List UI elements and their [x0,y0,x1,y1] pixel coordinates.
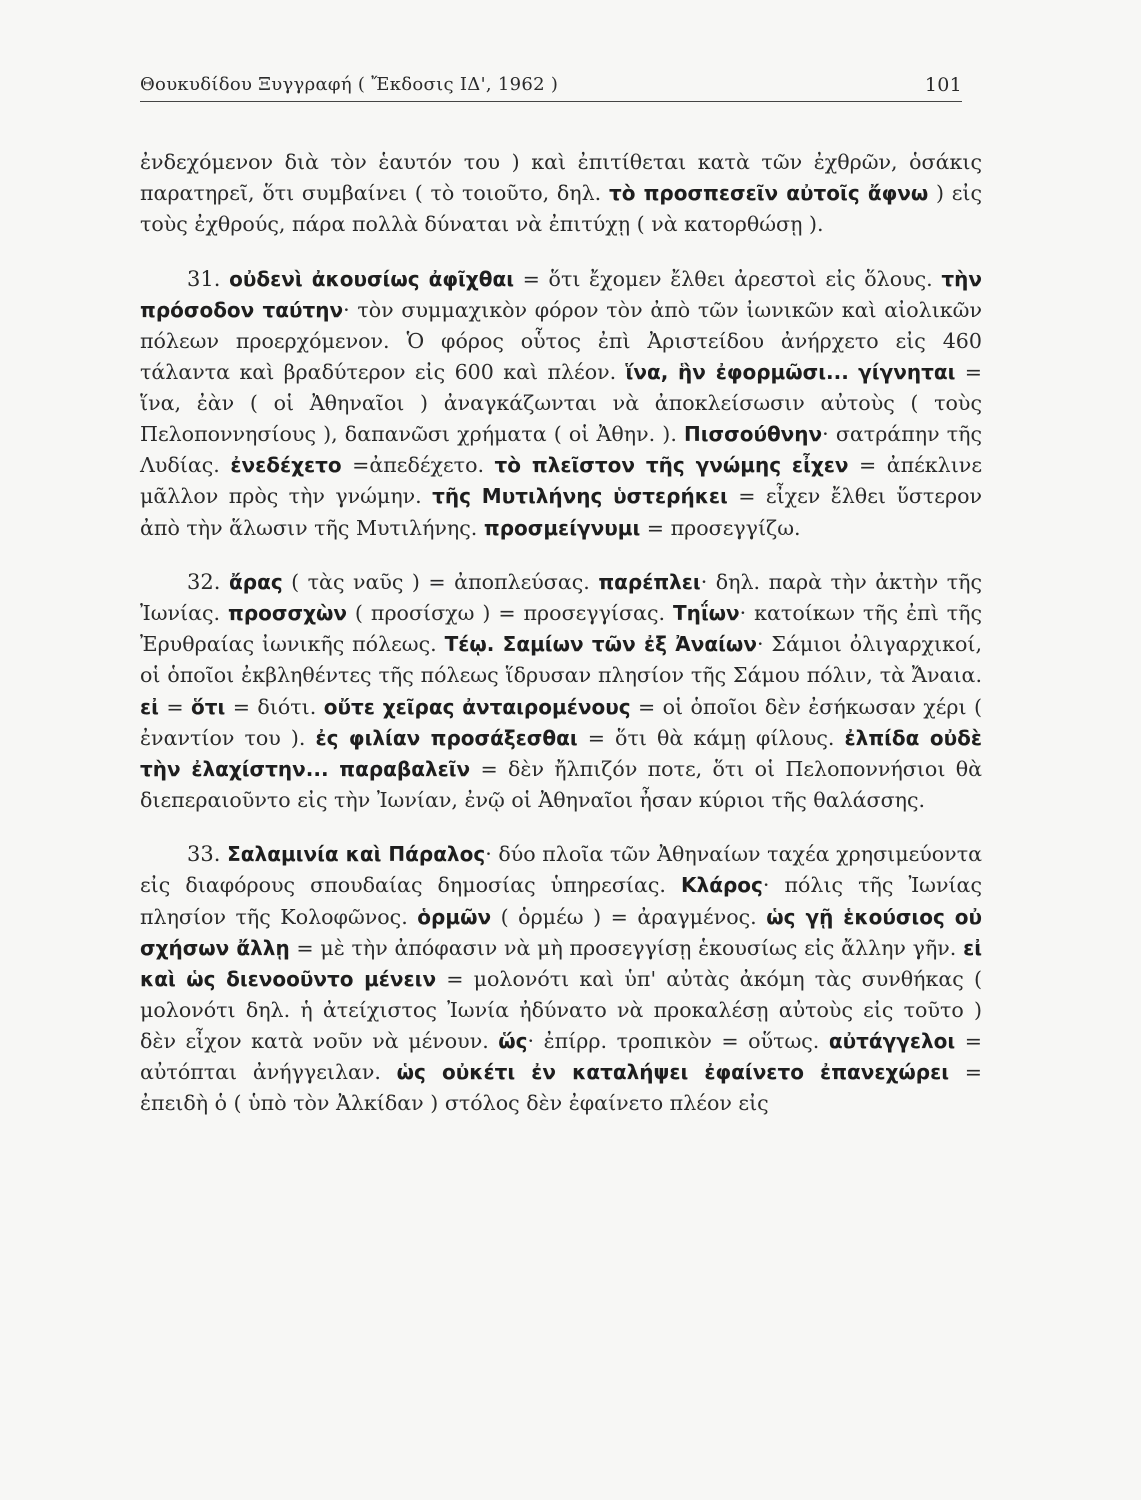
lemma-headword: Κλάρος [681,873,763,898]
commentary-text: ἐνδεχόμενον διὰ τὸν ἑαυτόν του ) καὶ ἐπιτίθεται κατὰ τῶν ἐχθρῶν, ὁσάκις παρατηρεῖ, ὅτι συμβαίνει ( τὸ τοιοῦτο, δηλ. [140,150,982,206]
paragraph [140,567,982,816]
commentary-text: = οἱ ὁποῖοι δὲν ἐσήκωσαν χέρι ( ἐναντίον του ). [140,694,982,750]
commentary-text: = μὲ τὴν ἀπόφασιν νὰ μὴ προσεγγίσῃ ἑκουσίως εἰς ἄλλην γῆν. [289,935,964,960]
lemma-headword: παρέπλει [598,570,701,595]
lemma-headword: Τηΐων [672,601,740,626]
lemma-headword: ἵνα, ἣν ἐφορμῶσι... [625,360,849,385]
commentary-text: · δηλ. παρὰ τὴν ἀκτὴν τῆς Ἰωνίας. [140,570,982,626]
page-body [140,147,982,1119]
paragraph [140,147,982,240]
paragraph-gap [140,816,982,840]
commentary-text: = μολονότι καὶ ὑπ' αὐτὰς ἀκόμη τὰς συνθήκας ( μολονότι δηλ. ἡ ἀτείχιστος Ἰωνία ἠδύνατο νὰ προκαλέσῃ αὐτοὺς εἰς τοῦτο ) δὲν εἶχον κατὰ νοῦν νὰ μένουν. [140,966,982,1053]
lemma-headword: ὡς οὐκέτι ἐν καταλήψει ἐφαίνετο ἐπανεχώρει [396,1060,950,1085]
commentary-text: · πόλις τῆς Ἰωνίας πλησίον τῆς Κολοφῶνος. [140,873,982,929]
commentary-text: ( προσίσχω ) = προσεγγίσας. [346,601,673,626]
lemma-headword: τῆς Μυτιλήνης ὑστερήκει [432,484,728,509]
commentary-text: ( ὁρμέω ) = ἀραγμένος. [491,904,767,929]
lemma-headword: ἐς φιλίαν προσάξεσθαι [315,725,578,750]
running-header [140,74,962,102]
section-number: 33. [187,842,228,867]
paragraph [140,264,982,544]
lemma-headword: τὸ προσπεσεῖν αὐτοῖς ἄφνω [608,181,929,206]
commentary-text: = ὅτι ἔχομεν ἔλθει ἀρεστοὶ εἰς ὅλους. [514,266,942,291]
commentary-text: = αὐτόπται ἀνήγγειλαν. [140,1028,983,1085]
lemma-headword: ὅτι [191,694,226,719]
commentary-text: = ἀπέκλινε μᾶλλον πρὸς τὴν γνώμην. [140,453,982,509]
lemma-headword: γίγνηται [858,360,956,385]
paragraph-gap [140,544,982,568]
commentary-text: = προσεγγίζω. [640,515,801,540]
lemma-headword: προσμείγνυμι [483,515,641,540]
section-number: 31. [187,266,230,291]
commentary-text: =ἀπεδέχετο. [341,453,495,478]
lemma-headword: οὐδενὶ ἀκουσίως ἀφῖχθαι [229,266,514,291]
commentary-text: · δύο πλοῖα τῶν Ἀθηναίων ταχέα χρησιμεύοντα εἰς διαφόρους σπουδαίας δημοσίας ὑπηρεσίας. [140,842,982,898]
section-number: 32. [187,570,230,595]
lemma-headword: Σαλαμινία καὶ Πάραλος [227,842,486,867]
commentary-text: ) εἰς τοὺς ἐχθρούς, πάρα πολλὰ δύναται νὰ ἐπιτύχῃ ( νὰ κατορθώσῃ ). [140,181,982,237]
commentary-text: = εἶχεν ἔλθει ὕστερον ἀπὸ τὴν ἅλωσιν τῆς Μυτιλήνης. [140,484,983,540]
commentary-text: · Σάμιοι ὀλιγαρχικοί, οἱ ὁποῖοι ἐκβληθέντες τῆς πόλεως ἵδρυσαν πλησίον τῆς Σάμου πόλιν, τὰ Ἄναια. [140,632,982,688]
commentary-text: = ἵνα, ἐὰν ( οἱ Ἀθηναῖοι ) ἀναγκάζωνται νὰ ἀποκλείσωσιν αὐτοὺς ( τοὺς Πελοποννησίους ), δαπανῶσι χρήματα ( οἱ Ἀθην. ). [140,360,982,447]
lemma-headword: ἐνεδέχετο [230,453,342,478]
commentary-text: = ὅτι θὰ κάμῃ φίλους. [577,725,845,750]
commentary-text: = [158,694,192,719]
lemma-headword: οὔτε χεῖρας ἀνταιρομένους [323,694,631,719]
lemma-headword: ἄρας [229,570,283,595]
paragraph-gap [140,240,982,264]
lemma-headword: εἰ [140,694,159,719]
commentary-text [849,360,858,384]
header-title: Θουκυδίδου Ξυγγραφή ( Ἔκδοσις ΙΔ', 1962 ) [140,74,559,95]
commentary-text: = ἐπειδὴ ὁ ( ὑπὸ τὸν Ἀλκίδαν ) στόλος δὲν ἐφαίνετο πλέον εἰς [140,1060,982,1116]
lemma-headword: τὸ πλεῖστον τῆς γνώμης εἶχεν [494,453,849,478]
lemma-headword: Τέῳ. Σαμίων τῶν ἐξ Ἀναίων [444,632,757,657]
commentary-text: ( τὰς ναῦς ) = ἀποπλεύσας. [282,570,599,595]
commentary-text: = διότι. [225,694,324,719]
lemma-headword: ὁρμῶν [417,904,492,929]
lemma-headword: εἰ καὶ ὡς διενοοῦντο μένειν [140,935,982,991]
lemma-headword: τὴν πρόσοδον ταύτην [140,266,982,322]
commentary-text: = δὲν ἤλπιζόν ποτε, ὅτι οἱ Πελοποννήσιοι θὰ διεπεραιοῦντο εἰς τὴν Ἰωνίαν, ἐνῷ οἱ Ἀθηναῖοι ἦσαν κύριοι τῆς θαλάσσης. [140,756,982,812]
commentary-text: · ἐπίρρ. τροπικὸν = οὕτως. [527,1028,829,1053]
lemma-headword: προσσχὼν [228,601,347,626]
page-number: 101 [924,74,962,96]
lemma-headword: αὐτάγγελοι [828,1028,956,1053]
lemma-headword: ὡς γῇ ἑκούσιος οὐ σχήσων ἄλλῃ [140,904,983,960]
lemma-headword: Πισσούθνην [684,422,823,447]
lemma-headword: ὥς [498,1028,528,1053]
commentary-text: · σατράπην τῆς Λυδίας. [140,422,982,478]
lemma-headword: ἐλπίδα οὐδὲ τὴν ἐλαχίστην... παραβαλεῖν [140,725,983,781]
paragraph [140,839,982,1119]
commentary-text: · τὸν συμμαχικὸν φόρον τὸν ἀπὸ τῶν ἰωνικῶν καὶ αἰολικῶν πόλεων προερχόμενον. Ὁ φόρος οὗτος ἐπὶ Ἀριστείδου ἀνήρχετο εἰς 460 τάλαντα καὶ βραδύτερον εἰς 600 καὶ πλέον. [140,297,982,385]
commentary-text: · κατοίκων τῆς ἐπὶ τῆς Ἐρυθραίας ἰωνικῆς πόλεως. [140,601,982,657]
